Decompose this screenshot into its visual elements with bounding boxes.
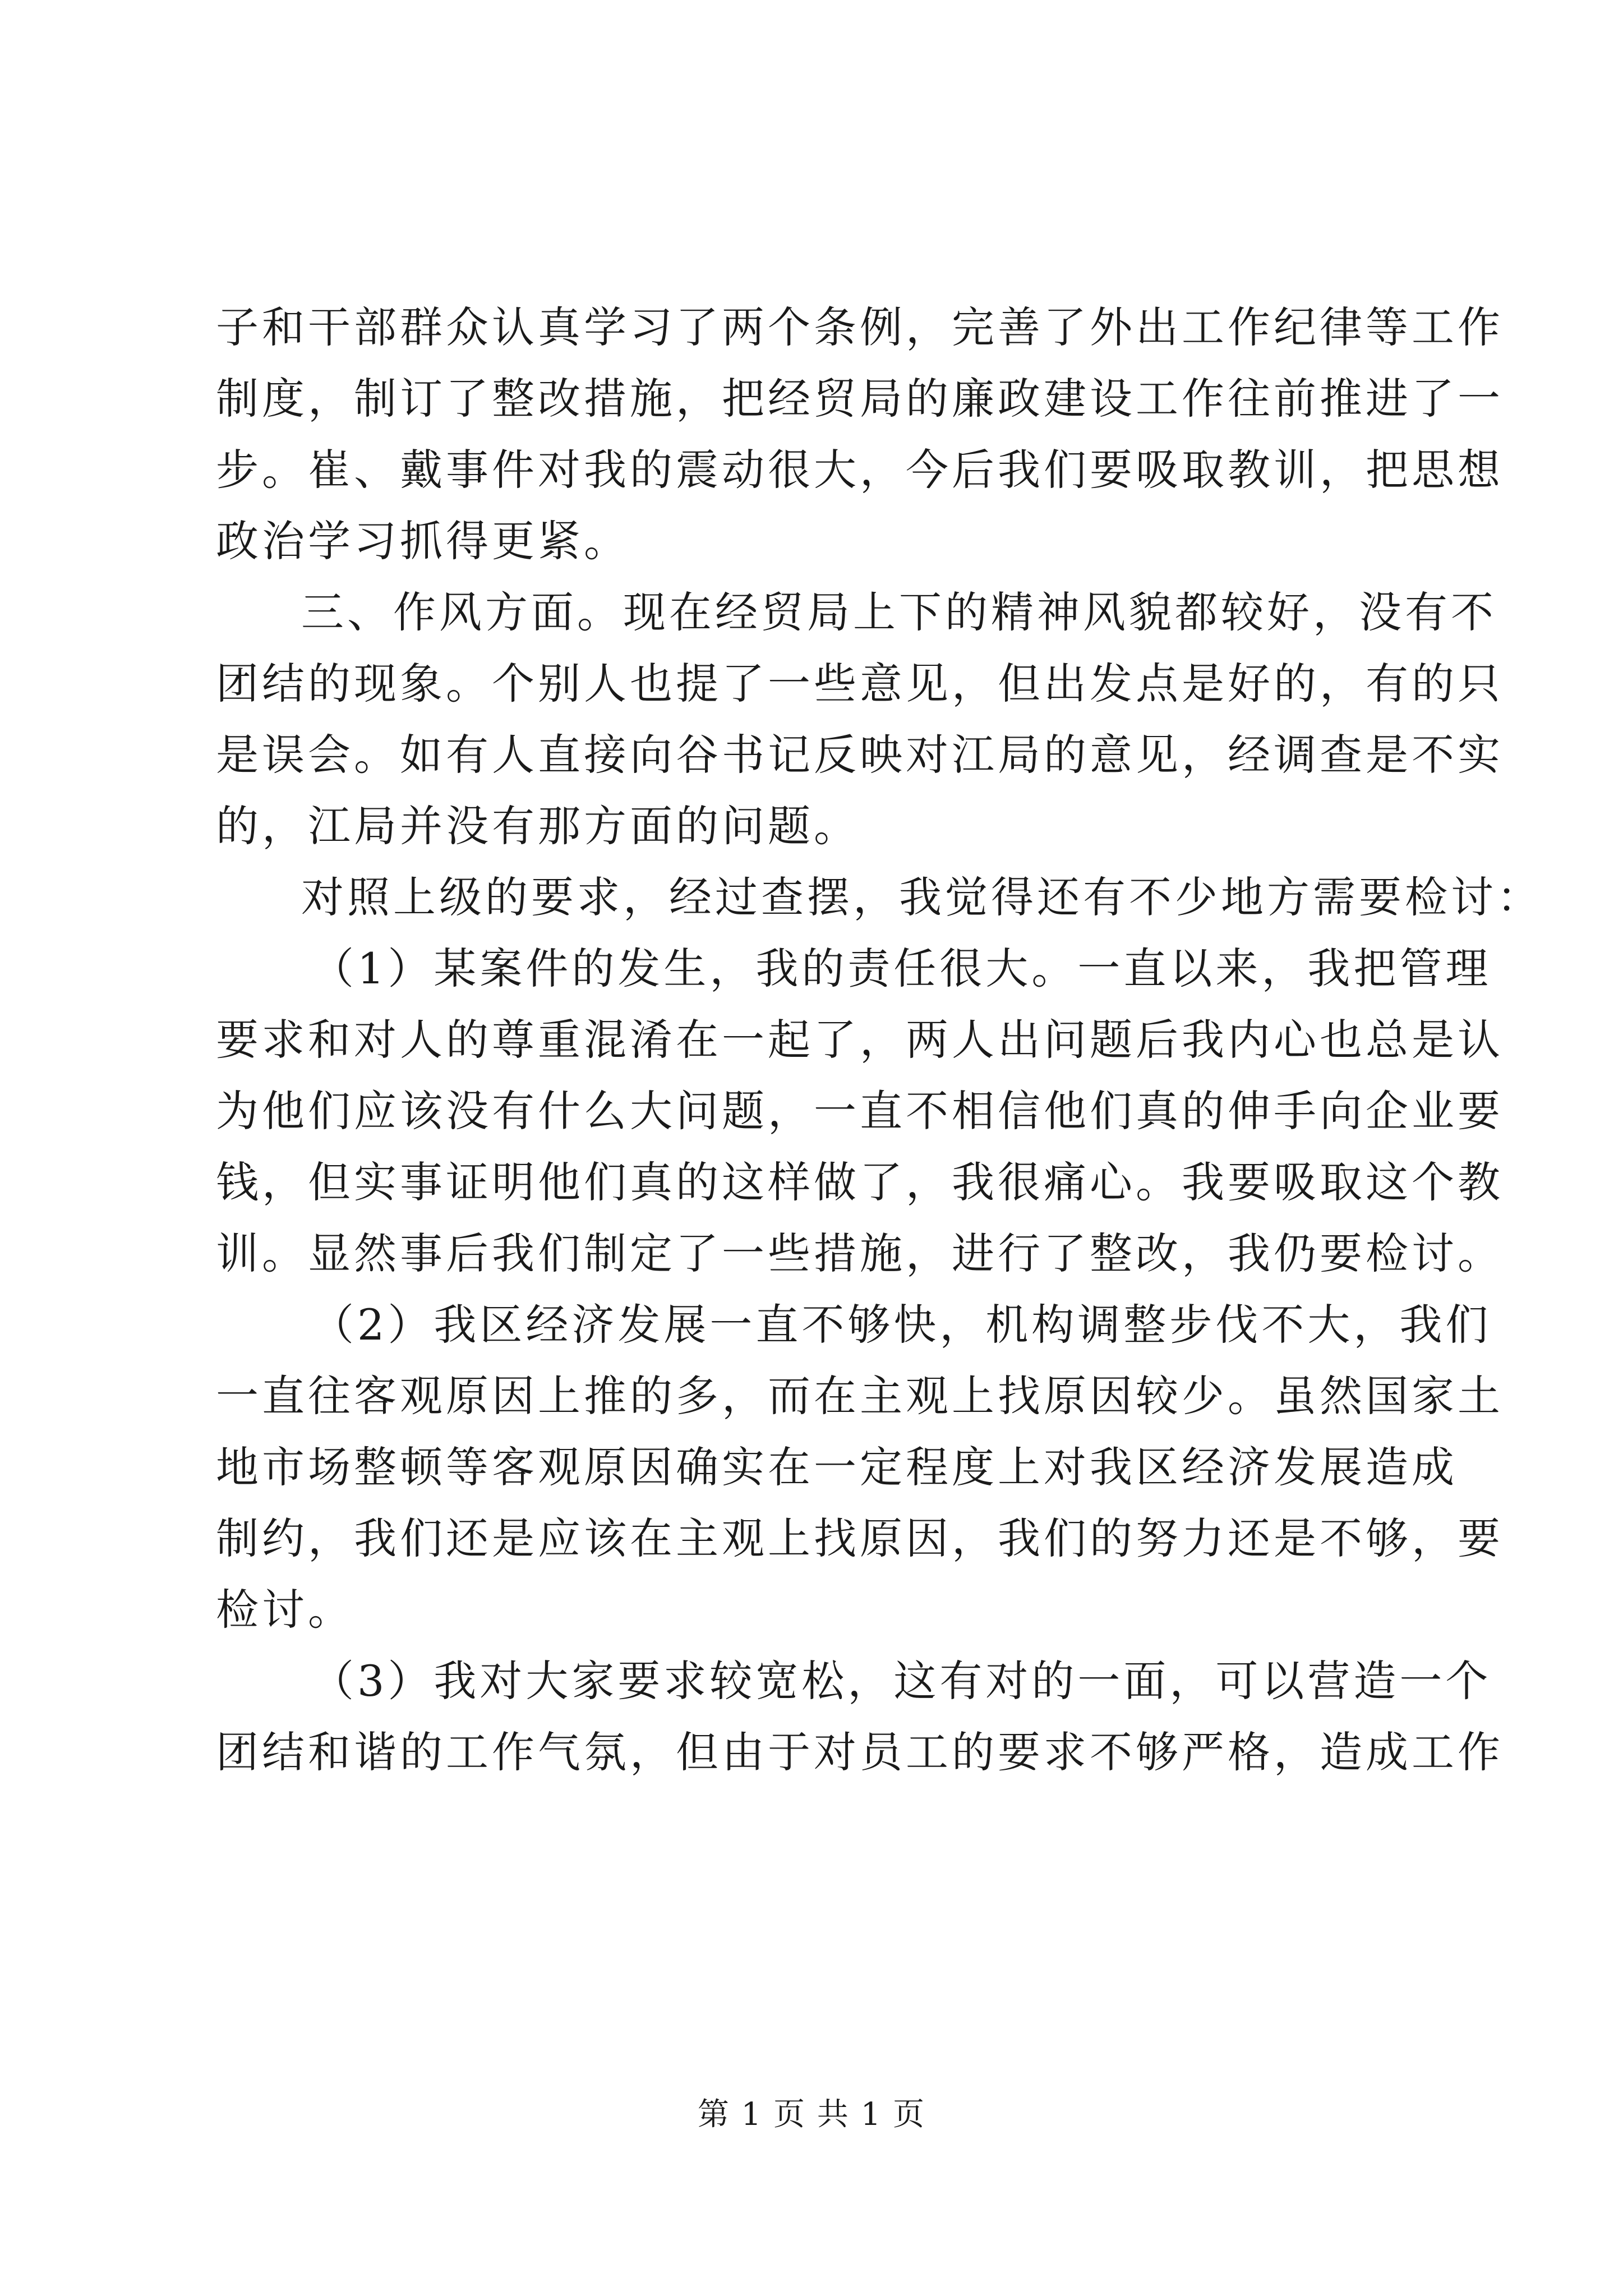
paragraph-5 (216, 1289, 1504, 1645)
text-line: 对照上级的要求，经过查摆，我觉得还有不少地方需要检讨： (301, 872, 1543, 922)
text-line: 要求和对人的尊重混淆在一起了，两人出问题后我内心也总是认 (216, 1015, 1504, 1065)
text-line: 子和干部群众认真学习了两个条例，完善了外出工作纪律等工作 (216, 302, 1504, 352)
text-line: 为他们应该没有什么大问题，一直不相信他们真的伸手向企业要 (216, 1086, 1504, 1136)
page-footer: 第 1 页 共 1 页 (697, 2096, 926, 2133)
text-line: 检讨。 (216, 1585, 354, 1635)
text-line: 训。显然事后我们制定了一些措施，进行了整改，我仍要检讨。 (216, 1228, 1504, 1278)
paragraph-1 (216, 292, 1504, 577)
text-line: 团结和谐的工作气氛，但由于对员工的要求不够严格，造成工作 (216, 1727, 1504, 1777)
text-line: 的，江局并没有那方面的问题。 (216, 801, 860, 851)
paragraph-3 (216, 862, 1543, 933)
text-line: 是误会。如有人直接向谷书记反映对江局的意见，经调查是不实 (216, 730, 1504, 780)
text-line: 团结的现象。个别人也提了一些意见，但出发点是好的，有的只 (216, 659, 1504, 708)
text-line: （2）我区经济发展一直不够快，机构调整步伐不大，我们 (311, 1300, 1492, 1350)
text-line: 步。崔、戴事件对我的震动很大，今后我们要吸取教训，把思想 (216, 445, 1504, 495)
text-line: 制度，制订了整改措施，把经贸局的廉政建设工作往前推进了一 (216, 374, 1504, 424)
text-line: （1）某案件的发生，我的责任很大。一直以来，我把管理 (311, 944, 1492, 993)
text-line: 三、作风方面。现在经贸局上下的精神风貌都较好，没有不 (301, 587, 1497, 637)
text-line: 地市场整顿等客观原因确实在一定程度上对我区经济发展造成 (216, 1442, 1458, 1492)
text-line: （3）我对大家要求较宽松，这有对的一面，可以营造一个 (311, 1656, 1492, 1706)
paragraph-2 (216, 577, 1504, 862)
text-line: 政治学习抓得更紧。 (216, 516, 630, 566)
text-line: 钱，但实事证明他们真的这样做了，我很痛心。我要吸取这个教 (216, 1157, 1504, 1207)
paragraph-6 (216, 1645, 1504, 1788)
text-line: 制约，我们还是应该在主观上找原因，我们的努力还是不够，要 (216, 1513, 1504, 1563)
document-body (216, 292, 1543, 1788)
text-line: 一直往客观原因上推的多，而在主观上找原因较少。虽然国家土 (216, 1371, 1504, 1421)
paragraph-4 (216, 933, 1504, 1289)
